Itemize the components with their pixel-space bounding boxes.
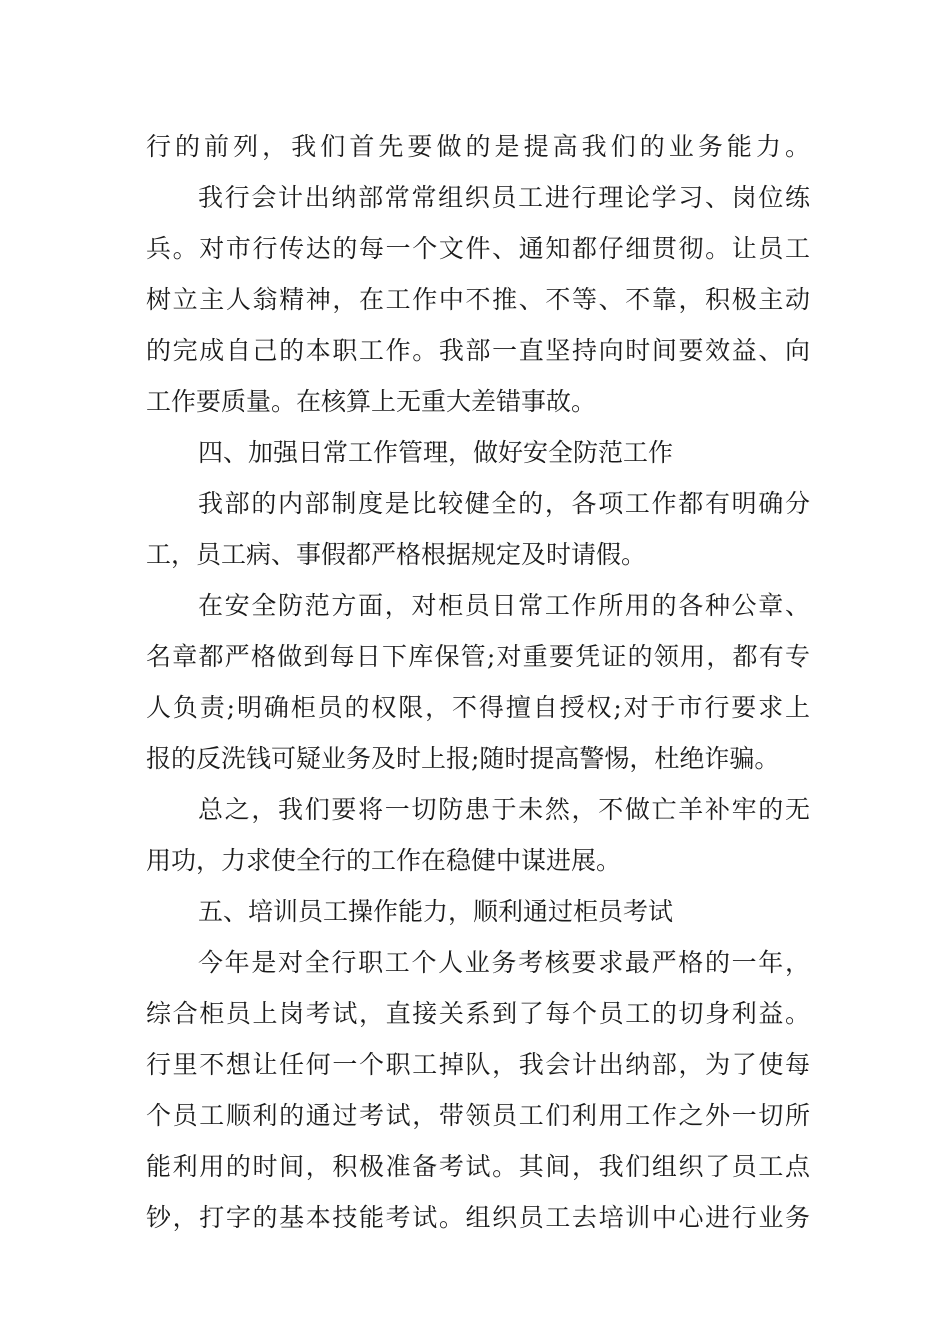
- paragraph-start-line: 我部的内部制度是比较健全的，各项工作都有明确分: [198, 489, 810, 518]
- text-line: 工作要质量。在核算上无重大差错事故。: [146, 387, 597, 416]
- text-line: 个员工顺利的通过考试，带领员工们利用工作之外一切所: [146, 1101, 810, 1130]
- text-line: 行的前列，我们首先要做的是提高我们的业务能力。: [146, 132, 810, 161]
- text-line: 用功，力求使全行的工作在稳健中谋进展。: [146, 846, 622, 875]
- paragraph-start-line: 今年是对全行职工个人业务考核要求最严格的一年，: [198, 948, 810, 977]
- paragraph-start-line: 在安全防范方面，对柜员日常工作所用的各种公章、: [198, 591, 810, 620]
- text-line: 名章都严格做到每日下库保管;对重要凭证的领用，都有专: [146, 642, 810, 671]
- text-line: 人负责;明确柜员的权限，不得擅自授权;对于市行要求上: [146, 693, 810, 722]
- document-body: [146, 121, 810, 1243]
- text-line: 报的反洗钱可疑业务及时上报;随时提高警惕，杜绝诈骗。: [146, 744, 780, 773]
- text-line: 行里不想让任何一个职工掉队，我会计出纳部，为了使每: [146, 1050, 810, 1079]
- text-line: 兵。对市行传达的每一个文件、通知都仔细贯彻。让员工: [146, 234, 810, 263]
- text-line: 钞，打字的基本技能考试。组织员工去培训中心进行业务: [146, 1203, 810, 1232]
- text-line: 工，员工病、事假都严格根据规定及时请假。: [146, 540, 647, 569]
- text-line: 能利用的时间，积极准备考试。其间，我们组织了员工点: [146, 1152, 810, 1181]
- section-heading: 四、加强日常工作管理，做好安全防范工作: [198, 438, 674, 467]
- text-line: 树立主人翁精神，在工作中不推、不等、不靠，积极主动: [146, 285, 810, 314]
- text-line: 的完成自己的本职工作。我部一直坚持向时间要效益、向: [146, 336, 810, 365]
- paragraph-start-line: 总之，我们要将一切防患于未然，不做亡羊补牢的无: [198, 795, 810, 824]
- paragraph-start-line: 我行会计出纳部常常组织员工进行理论学习、岗位练: [198, 183, 810, 212]
- section-heading: 五、培训员工操作能力，顺利通过柜员考试: [198, 897, 674, 926]
- text-line: 综合柜员上岗考试，直接关系到了每个员工的切身利益。: [146, 999, 810, 1028]
